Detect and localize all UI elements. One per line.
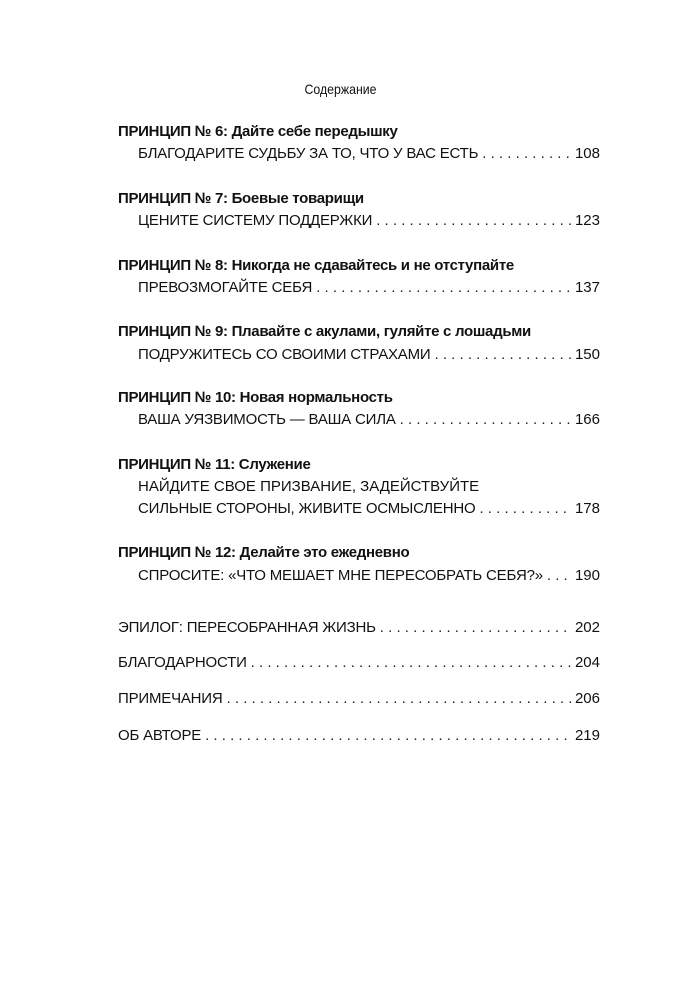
toc-entry-label: БЛАГОДАРИТЕ СУДЬБУ ЗА ТО, ЧТО У ВАС ЕСТЬ <box>138 145 479 162</box>
toc-heading-principle-12[interactable]: ПРИНЦИП № 12: Делайте это ежедневно <box>118 544 410 561</box>
toc-page-number: 166 <box>574 411 600 428</box>
toc-entry-notes[interactable] <box>118 689 600 709</box>
toc-entry-label: ЦЕНИТЕ СИСТЕМУ ПОДДЕРЖКИ <box>138 212 373 229</box>
toc-page-number: 206 <box>574 690 600 707</box>
toc-entry-principle-8[interactable] <box>138 278 600 298</box>
toc-entry-epilogue[interactable] <box>118 618 600 638</box>
toc-list <box>118 0 600 1000</box>
toc-entry-principle-11-line-1[interactable]: НАЙДИТЕ СВОЕ ПРИЗВАНИЕ, ЗАДЕЙСТВУЙТЕ <box>138 478 480 495</box>
dot-leader <box>376 211 572 231</box>
toc-entry-principle-11[interactable] <box>138 499 600 519</box>
toc-heading-principle-7[interactable]: ПРИНЦИП № 7: Боевые товарищи <box>118 190 364 207</box>
toc-page-number: 108 <box>574 145 600 162</box>
toc-entry-principle-10[interactable] <box>138 410 600 430</box>
dot-leader <box>380 618 572 638</box>
toc-entry-label: ПОДРУЖИТЕСЬ СО СВОИМИ СТРАХАМИ <box>138 346 431 363</box>
toc-entry-label: ОБ АВТОРЕ <box>118 727 202 744</box>
toc-entry-label: ПРИМЕЧАНИЯ <box>118 690 223 707</box>
dot-leader <box>434 345 571 365</box>
dot-leader <box>479 499 572 519</box>
dot-leader <box>547 566 572 586</box>
toc-heading-principle-8[interactable]: ПРИНЦИП № 8: Никогда не сдавайтесь и не отступайте <box>118 257 514 274</box>
toc-heading-principle-11[interactable]: ПРИНЦИП № 11: Служение <box>118 456 311 473</box>
toc-entry-label: ВАША УЯЗВИМОСТЬ — ВАША СИЛА <box>138 411 396 428</box>
toc-entry-principle-12[interactable] <box>138 566 600 586</box>
toc-heading-principle-6[interactable]: ПРИНЦИП № 6: Дайте себе передышку <box>118 123 398 140</box>
toc-page-number: 190 <box>574 567 600 584</box>
toc-entry-label: СИЛЬНЫЕ СТОРОНЫ, ЖИВИТЕ ОСМЫСЛЕННО <box>138 500 476 517</box>
toc-entry-label: ПРЕВОЗМОГАЙТЕ СЕБЯ <box>138 279 313 296</box>
toc-page-number: 150 <box>574 346 600 363</box>
toc-entry-principle-7[interactable] <box>138 211 600 231</box>
toc-entry-acknowledgements[interactable] <box>118 653 600 673</box>
dot-leader <box>400 410 572 430</box>
toc-page-number: 137 <box>574 279 600 296</box>
toc-page-number: 202 <box>574 619 600 636</box>
toc-page-number: 219 <box>574 727 600 744</box>
dot-leader <box>227 689 572 709</box>
dot-leader <box>316 278 572 298</box>
toc-entry-about-author[interactable] <box>118 726 600 746</box>
toc-page-number: 178 <box>574 500 600 517</box>
toc-page-number: 123 <box>574 212 600 229</box>
dot-leader <box>482 144 572 164</box>
toc-heading-principle-10[interactable]: ПРИНЦИП № 10: Новая нормальность <box>118 389 393 406</box>
dot-leader <box>251 653 572 673</box>
toc-entry-label: БЛАГОДАРНОСТИ <box>118 654 247 671</box>
toc-entry-label: СПРОСИТЕ: «ЧТО МЕШАЕТ МНЕ ПЕРЕСОБРАТЬ СЕБЯ?» <box>138 567 543 584</box>
page-title: Содержание <box>304 81 377 97</box>
toc-heading-principle-9[interactable]: ПРИНЦИП № 9: Плавайте с акулами, гуляйте с лошадьми <box>118 323 531 340</box>
toc-page-number: 204 <box>574 654 600 671</box>
toc-entry-principle-6[interactable] <box>138 144 600 164</box>
dot-leader <box>205 726 572 746</box>
toc-entry-label: ЭПИЛОГ: ПЕРЕСОБРАННАЯ ЖИЗНЬ <box>118 619 376 636</box>
toc-entry-principle-9[interactable] <box>138 345 600 365</box>
